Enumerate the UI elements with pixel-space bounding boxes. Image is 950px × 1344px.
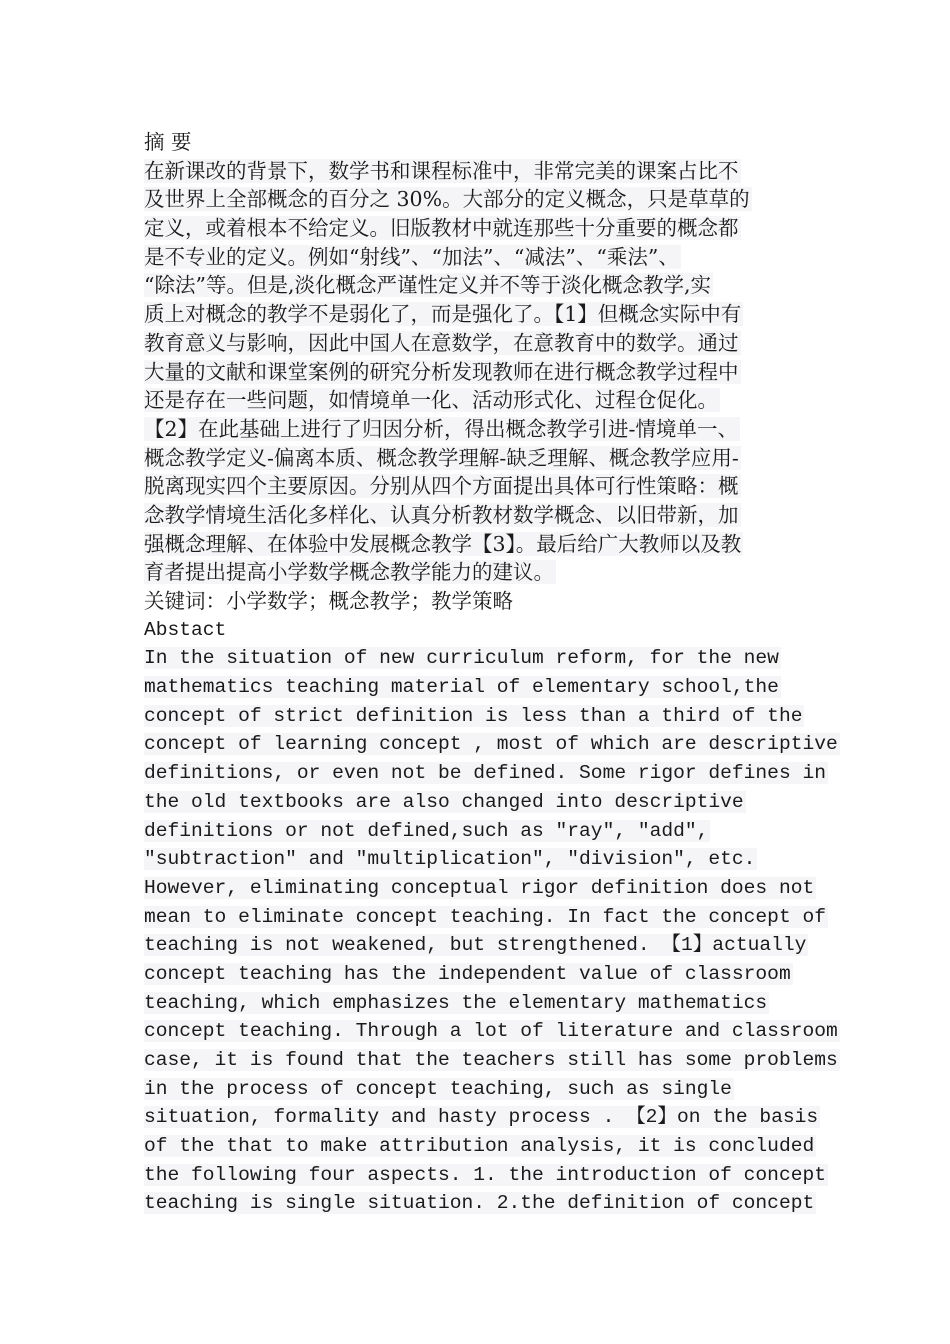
abstract-en-line-text: the old textbooks are also changed into descriptive bbox=[144, 790, 744, 813]
abstract-cn-heading-text: 摘 要 bbox=[144, 130, 192, 154]
abstract-cn-line bbox=[144, 243, 814, 272]
abstract-en-heading-text: Abstact bbox=[144, 618, 227, 641]
abstract-cn-line bbox=[144, 501, 814, 530]
abstract-en-line-text: However, eliminating conceptual rigor definition does not bbox=[144, 876, 815, 899]
abstract-en-line bbox=[144, 817, 814, 846]
abstract-cn-line bbox=[144, 444, 814, 473]
abstract-cn-line-text: “除法”等。但是,淡化概念严谨性定义并不等于淡化概念教学,实 bbox=[144, 273, 711, 298]
abstract-en-line bbox=[144, 1132, 814, 1161]
abstract-cn-line-text: 还是存在一些问题，如情境单一化、活动形式化、过程仓促化。 bbox=[144, 388, 718, 413]
abstract-cn-line-text: 质上对概念的教学不是弱化了，而是强化了。【1】但概念实际中有 bbox=[144, 302, 742, 327]
abstract-en-line-text: teaching, which emphasizes the elementary mathematics bbox=[144, 991, 768, 1014]
abstract-en-line bbox=[144, 874, 814, 903]
abstract-cn-line bbox=[144, 472, 814, 501]
abstract-en-line bbox=[144, 903, 826, 932]
abstract-en-line bbox=[144, 1189, 814, 1218]
abstract-cn-line bbox=[144, 530, 814, 559]
abstract-en-line bbox=[144, 673, 814, 702]
abstract-en-line bbox=[144, 730, 838, 759]
abstract-cn-line-text: 教育意义与影响，因此中国人在意数学，在意教育中的数学。通过 bbox=[144, 330, 739, 355]
abstract-en-line-text: definitions or not defined,such as "ray", "add", bbox=[144, 819, 709, 842]
abstract-en-line bbox=[144, 1161, 826, 1190]
abstract-cn-line bbox=[144, 558, 814, 587]
abstract-en-line bbox=[144, 960, 814, 989]
abstract-en-paragraph bbox=[144, 644, 838, 1218]
abstract-en-line bbox=[144, 644, 814, 673]
abstract-cn-paragraph bbox=[144, 157, 814, 587]
abstract-en-line bbox=[144, 1103, 819, 1132]
abstract-en-line-text: teaching is not weakened, but strengthened. 【1】actually bbox=[144, 934, 807, 957]
abstract-en-line-text: concept teaching. Through a lot of literature and classroom bbox=[144, 1020, 838, 1043]
abstract-en-line-text: "subtraction" and "multiplication", "division", etc. bbox=[144, 848, 756, 871]
abstract-en-line-text: case, it is found that the teachers still has some problems bbox=[144, 1049, 838, 1071]
abstract-en-line-text: teaching is single situation. 2.the definition of concept bbox=[144, 1192, 815, 1215]
abstract-en-line-text: concept of strict definition is less than a third of the bbox=[144, 704, 803, 727]
keywords-text: 关键词：小学数学；概念教学；教学策略 bbox=[144, 589, 513, 613]
abstract-cn-line-text: 【2】在此基础上进行了归因分析，得出概念教学引进-情境单一、 bbox=[144, 416, 738, 441]
abstract-en-line-text: mean to eliminate concept teaching. In fact the concept of bbox=[144, 905, 826, 928]
abstract-en-line bbox=[144, 931, 814, 960]
abstract-cn-line-text: 及世界上全部概念的百分之 30%。大部分的定义概念，只是草草的 bbox=[144, 187, 750, 212]
abstract-en-line-text: definitions, or even not be defined. Some rigor defines in bbox=[144, 762, 826, 785]
abstract-en-line-text: situation, formality and hasty process . 【2】on the basis bbox=[144, 1106, 819, 1129]
abstract-cn-line-text: 是不专业的定义。例如“射线”、“加法”、“减法”、“乘法”、 bbox=[144, 244, 679, 269]
abstract-en-line-text: of the that to make attribution analysis, it is concluded bbox=[144, 1135, 815, 1158]
abstract-en-line-text: in the process of concept teaching, such as single bbox=[144, 1077, 732, 1100]
abstract-en-line bbox=[144, 702, 814, 731]
abstract-cn-line-text: 念教学情境生活化多样化、认真分析教材数学概念、以旧带新，加 bbox=[144, 502, 739, 527]
abstract-cn-line-text: 在新课改的背景下，数学书和课程标准中，非常完美的课案占比不 bbox=[144, 158, 739, 183]
abstract-cn-heading bbox=[144, 128, 814, 157]
abstract-cn-line-text: 大量的文献和课堂案例的研究分析发现教师在进行概念教学过程中 bbox=[144, 359, 739, 384]
abstract-cn-line bbox=[144, 329, 814, 358]
abstract-cn-line bbox=[144, 415, 814, 444]
abstract-en-line bbox=[144, 759, 826, 788]
keywords-line bbox=[144, 587, 814, 616]
abstract-en-line-text: concept teaching has the independent value of classroom bbox=[144, 962, 791, 985]
abstract-cn-line bbox=[144, 271, 814, 300]
abstract-en-line-text: In the situation of new curriculum reform, for the new bbox=[144, 647, 779, 670]
abstract-en-line-text: concept of learning concept , most of which are descriptive bbox=[144, 733, 838, 756]
abstract-cn-line-text: 脱离现实四个主要原因。分别从四个方面提出具体可行性策略：概 bbox=[144, 474, 739, 499]
abstract-en-line bbox=[144, 1075, 814, 1104]
abstract-cn-line-text: 概念教学定义-偏离本质、概念教学理解-缺乏理解、概念教学应用- bbox=[144, 445, 739, 470]
abstract-en-heading bbox=[144, 616, 814, 645]
abstract-cn-line-text: 定义，或着根本不给定义。旧版教材中就连那些十分重要的概念都 bbox=[144, 216, 739, 241]
abstract-en-line bbox=[144, 1046, 838, 1075]
abstract-cn-line bbox=[144, 185, 814, 214]
abstract-cn-line bbox=[144, 300, 814, 329]
abstract-en-line-text: mathematics teaching material of elementary school,the bbox=[144, 676, 779, 699]
abstract-cn-line bbox=[144, 214, 814, 243]
abstract-cn-line-text: 强概念理解、在体验中发展概念教学【3】。最后给广大教师以及教 bbox=[144, 531, 742, 556]
abstract-en-line bbox=[144, 989, 814, 1018]
abstract-en-line bbox=[144, 788, 814, 817]
abstract-cn-line bbox=[144, 358, 814, 387]
abstract-en-line-text: the following four aspects. 1. the introduction of concept bbox=[144, 1163, 826, 1186]
abstract-cn-line-text: 育者提出提高小学数学概念教学能力的建议。 bbox=[144, 560, 554, 585]
abstract-en-line bbox=[144, 845, 814, 874]
abstract-cn-line bbox=[144, 157, 814, 186]
abstract-en-line bbox=[144, 1017, 838, 1046]
document-body bbox=[144, 128, 838, 1218]
abstract-cn-line bbox=[144, 386, 814, 415]
